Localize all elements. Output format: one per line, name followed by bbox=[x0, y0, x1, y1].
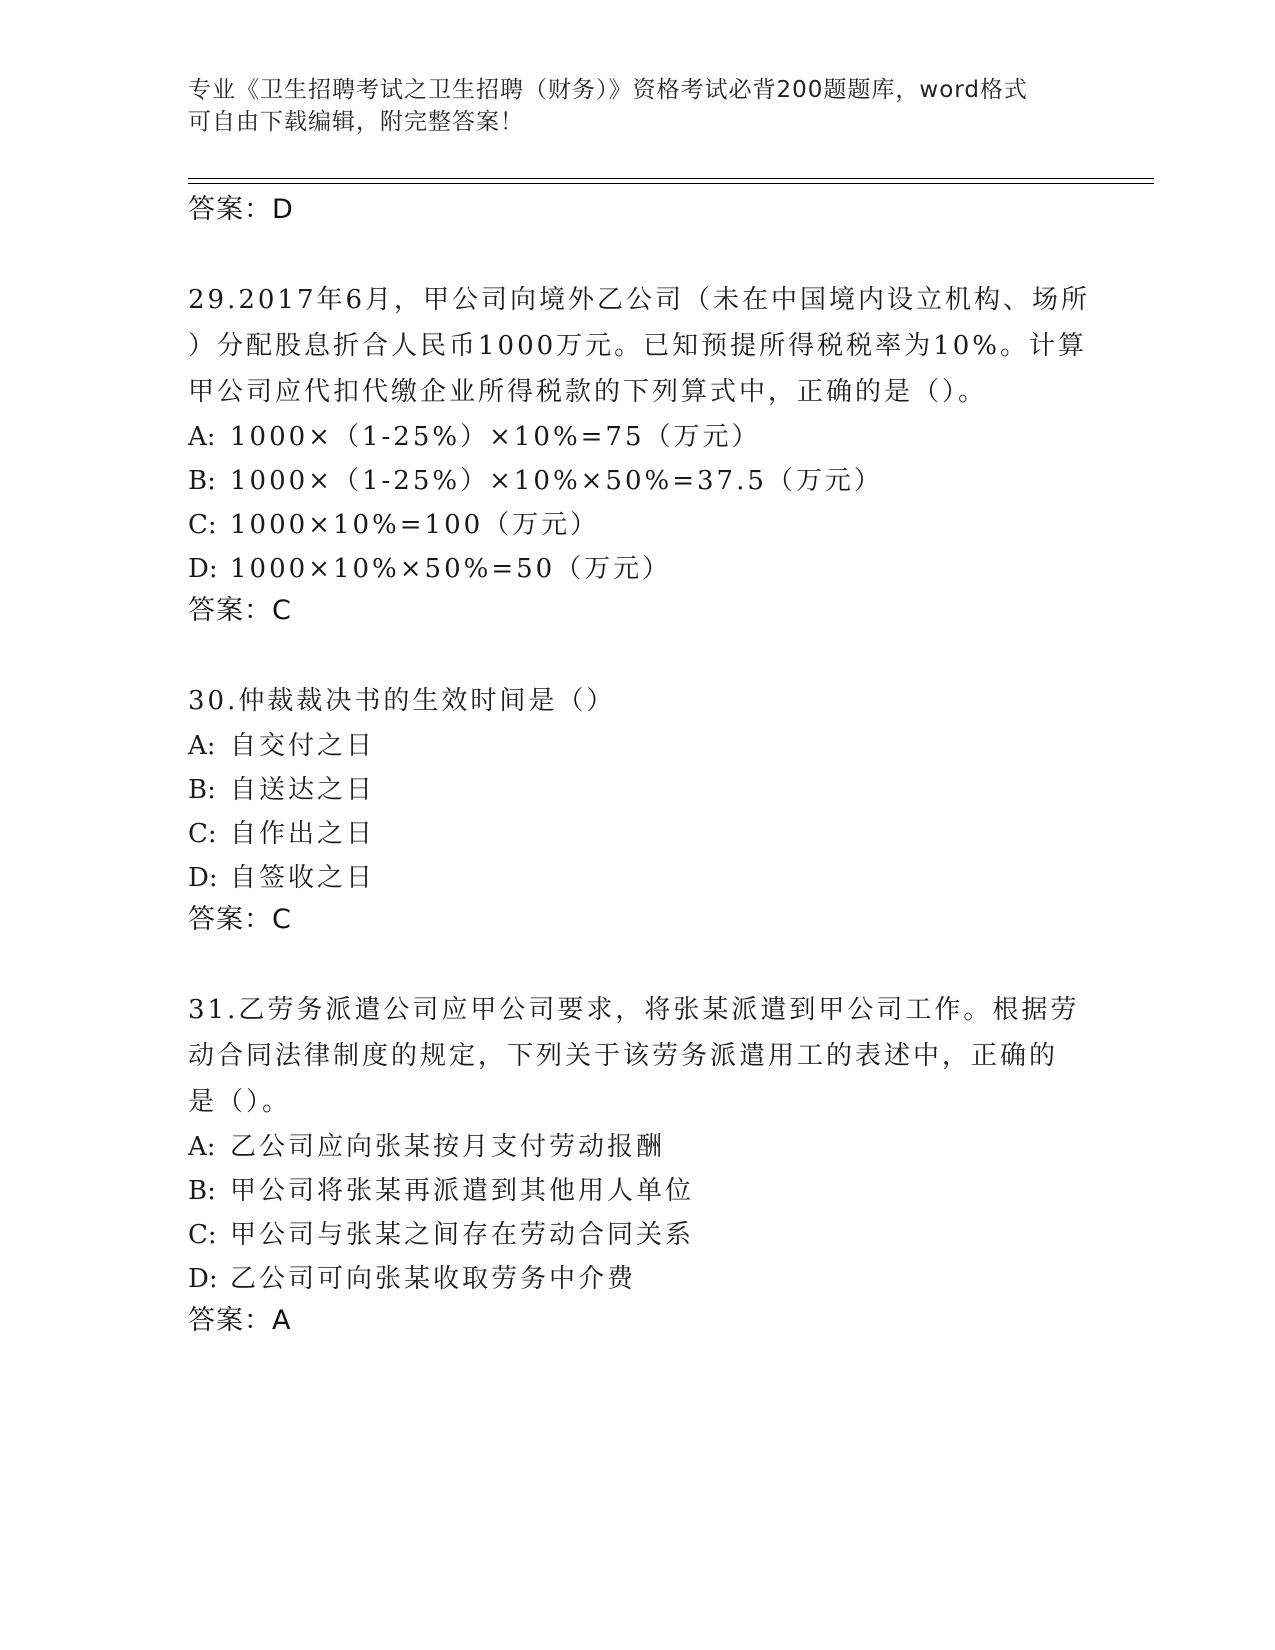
stem-line: 29.2017年6月，甲公司向境外乙公司（未在中国境内设立机构、场所 bbox=[188, 285, 1091, 315]
option-key: B: bbox=[188, 1176, 216, 1206]
option-key: C: bbox=[188, 819, 217, 849]
option-d bbox=[188, 1257, 1088, 1301]
option-key: C: bbox=[188, 510, 217, 540]
option-text: 甲公司将张某再派遣到其他用人单位 bbox=[230, 1176, 695, 1206]
option-a bbox=[188, 1125, 1088, 1169]
option-b bbox=[188, 459, 1088, 503]
option-text: 甲公司与张某之间存在劳动合同关系 bbox=[230, 1220, 695, 1250]
question-stem bbox=[188, 277, 1091, 415]
option-key: C: bbox=[188, 1220, 217, 1250]
stem-line: 是（）。 bbox=[188, 1087, 292, 1117]
option-text: 自送达之日 bbox=[230, 775, 376, 805]
option-text: 1000×（1-25%）×10%×50%=37.5（万元） bbox=[230, 466, 883, 496]
answer-line: 答案：C bbox=[188, 904, 292, 935]
stem-line: 动合同法律制度的规定，下列关于该劳务派遣用工的表述中，正确的 bbox=[188, 1041, 1059, 1071]
option-key: D: bbox=[188, 863, 218, 893]
stem-line: 31.乙劳务派遣公司应甲公司要求，将张某派遣到甲公司工作。根据劳 bbox=[188, 995, 1080, 1025]
stem-line: ）分配股息折合人民币1000万元。已知预提所得税税率为10%。计算 bbox=[188, 331, 1087, 361]
option-text: 乙公司可向张某收取劳务中介费 bbox=[230, 1264, 637, 1294]
question-stem bbox=[188, 987, 1088, 1125]
option-d bbox=[188, 856, 1088, 900]
option-a bbox=[188, 415, 1088, 459]
question-30 bbox=[188, 678, 1088, 940]
question-29 bbox=[188, 277, 1091, 631]
answer-line: 答案：C bbox=[188, 595, 292, 626]
header-line: 专业《卫生招聘考试之卫生招聘（财务）》资格考试必背200题题库，word格式 bbox=[188, 77, 1028, 103]
option-d bbox=[188, 547, 1088, 591]
option-text: 自作出之日 bbox=[230, 819, 376, 849]
document-header bbox=[188, 74, 1088, 138]
option-text: 自交付之日 bbox=[230, 731, 376, 761]
option-key: B: bbox=[188, 466, 216, 496]
stem-line: 甲公司应代扣代缴企业所得税款的下列算式中，正确的是（）。 bbox=[188, 377, 988, 407]
option-text: 1000×10%×50%=50（万元） bbox=[230, 554, 672, 584]
option-text: 自签收之日 bbox=[230, 863, 376, 893]
question-stem bbox=[188, 678, 1088, 724]
option-c bbox=[188, 1213, 1088, 1257]
stem-line: 30.仲裁裁决书的生效时间是（） bbox=[188, 686, 616, 716]
option-key: A: bbox=[188, 1132, 216, 1162]
option-text: 1000×（1-25%）×10%=75（万元） bbox=[230, 422, 761, 452]
header-divider-top bbox=[188, 178, 1154, 179]
answer-line: 答案：A bbox=[188, 1305, 292, 1336]
option-c bbox=[188, 812, 1088, 856]
question-31 bbox=[188, 987, 1088, 1341]
option-b bbox=[188, 768, 1088, 812]
option-key: D: bbox=[188, 554, 218, 584]
option-text: 1000×10%=100（万元） bbox=[230, 510, 600, 540]
option-key: A: bbox=[188, 422, 216, 452]
question-list bbox=[188, 190, 1091, 1341]
option-text: 乙公司应向张某按月支付劳动报酬 bbox=[230, 1132, 666, 1162]
option-a bbox=[188, 724, 1088, 768]
option-key: B: bbox=[188, 775, 216, 805]
option-key: D: bbox=[188, 1264, 218, 1294]
option-c bbox=[188, 503, 1088, 547]
option-key: A: bbox=[188, 731, 216, 761]
answer-line: 答案：D bbox=[188, 194, 294, 225]
header-divider-bottom bbox=[188, 183, 1154, 184]
option-b bbox=[188, 1169, 1088, 1213]
header-line: 可自由下载编辑，附完整答案！ bbox=[188, 109, 524, 135]
